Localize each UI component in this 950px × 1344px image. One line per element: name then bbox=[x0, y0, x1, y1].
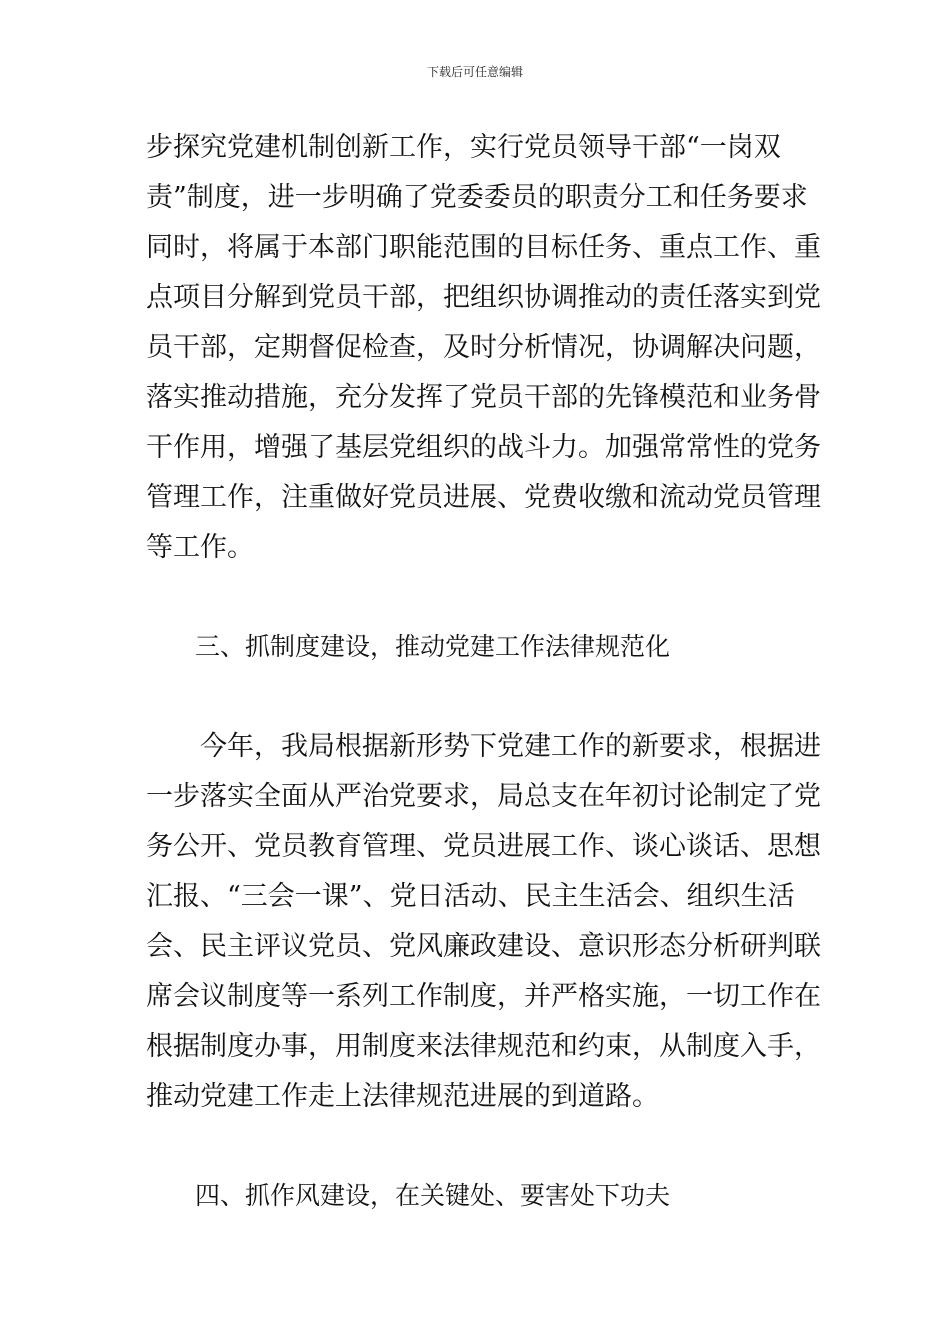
paragraph-line: 干作用，增强了基层党组织的战斗力。加强常常性的党务 bbox=[146, 432, 821, 463]
paragraph-line: 点项目分解到党员干部，把组织协调推动的责任落实到党 bbox=[146, 282, 821, 313]
paragraph-line: 务公开、党员教育管理、党员进展工作、谈心谈话、思想 bbox=[146, 831, 821, 862]
paragraph-line: 席会议制度等一系列工作制度，并严格实施，一切工作在 bbox=[146, 981, 821, 1012]
paragraph-line: 步探究党建机制创新工作，实行党员领导干部“一岗双 bbox=[146, 132, 781, 163]
paragraph-line: 等工作。 bbox=[146, 532, 254, 563]
page-header: 下载后可任意编辑 bbox=[426, 65, 523, 79]
paragraph-line: 责”制度，进一步明确了党委委员的职责分工和任务要求 bbox=[146, 182, 808, 213]
section-heading-4: 四、抓作风建设，在关键处、要害处下功夫 bbox=[195, 1181, 671, 1210]
paragraph-line: 今年，我局根据新形势下党建工作的新要求，根据进 bbox=[200, 731, 821, 762]
paragraph-line: 一步落实全面从严治党要求，局总支在年初讨论制定了党 bbox=[146, 781, 821, 812]
section-heading-3: 三、抓制度建设，推动党建工作法律规范化 bbox=[195, 632, 671, 661]
paragraph-line: 汇报、“三会一课”、党日活动、民主生活会、组织生活 bbox=[146, 881, 795, 912]
paragraph-line: 根据制度办事，用制度来法律规范和约束，从制度入手， bbox=[146, 1031, 821, 1062]
paragraph-line: 落实推动措施，充分发挥了党员干部的先锋模范和业务骨 bbox=[146, 382, 821, 413]
paragraph-line: 推动党建工作走上法律规范进展的到道路。 bbox=[146, 1081, 659, 1112]
paragraph-line: 员干部，定期督促检查，及时分析情况，协调解决问题， bbox=[146, 332, 821, 363]
paragraph-line: 管理工作，注重做好党员进展、党费收缴和流动党员管理 bbox=[146, 482, 821, 513]
paragraph-line: 会、民主评议党员、党风廉政建设、意识形态分析研判联 bbox=[146, 931, 821, 962]
paragraph-line: 同时，将属于本部门职能范围的目标任务、重点工作、重 bbox=[146, 232, 821, 263]
